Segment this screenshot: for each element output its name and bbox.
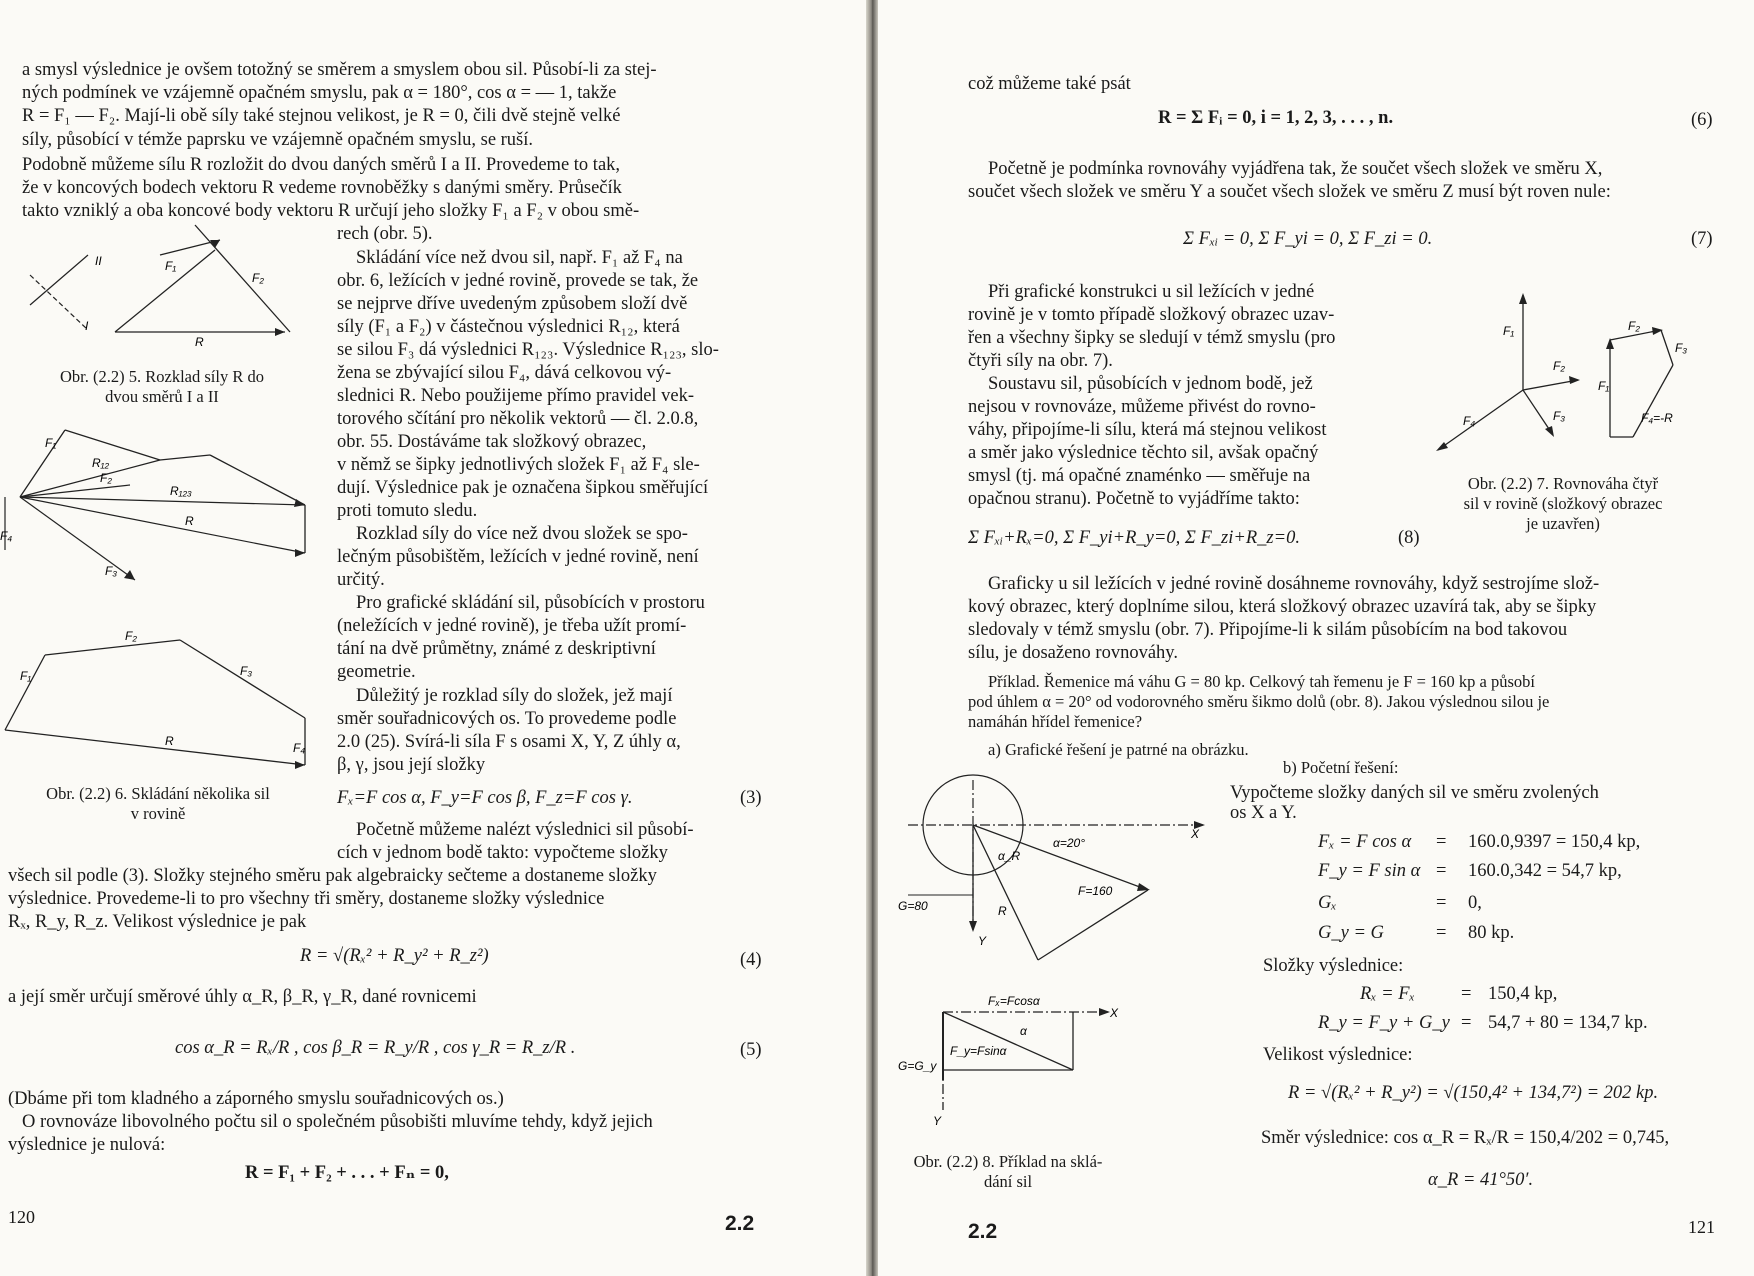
para-line: a smysl výslednice je ovšem totožný se směrem a smyslem obou sil. Působí-li za stej- — [22, 60, 657, 80]
col-line: 2.0 (25). Svírá-li síla F s osami X, Y, Z úhly α, — [337, 732, 681, 752]
calc-eq: = — [1436, 861, 1447, 881]
figure-5 — [20, 220, 320, 370]
para-line: Početně je podmínka rovnováhy vyjádřena tak, že součet všech složek ve směru X, — [988, 159, 1603, 179]
fig6-label-R123: R₁₂₃ — [170, 484, 192, 498]
section-mark-right: 2.2 — [968, 1220, 998, 1243]
col-line: a směr jako výslednice těchto sil, avšak opačný — [968, 443, 1319, 463]
para-line: Podobně můžeme sílu R rozložit do dvou daných směrů I a II. Provedeme to tak, — [22, 155, 621, 175]
equation-6-number: (6) — [1691, 110, 1713, 130]
figure-6 — [0, 425, 310, 585]
para-line: R = F₁ — F₂. Mají-li obě síly také stejnou velikost, je R = 0, čili dvě stejně velké — [22, 106, 621, 126]
fig7-label-F2: F₂ — [1553, 359, 1565, 373]
col-line: lečným působištěm, ležících v jedné rovině, není — [337, 547, 699, 567]
equation-3-number: (3) — [740, 788, 762, 808]
col-line: obr. 6, ležících v jedné rovině, provede se tak, že — [337, 271, 699, 291]
fig8b-label-X: X — [1110, 1006, 1119, 1020]
figure-6b — [0, 630, 310, 770]
equation-8: Σ Fₓᵢ+Rₓ=0, Σ F_yi+R_y=0, Σ F_zi+R_z=0. — [968, 528, 1300, 548]
fig8-label-R: R — [998, 904, 1007, 918]
example-line: namáhán hřídel řemenice? — [968, 712, 1143, 731]
solution-text: os X a Y. — [1230, 803, 1297, 823]
comp-lhs: R_y = F_y + G_y — [1318, 1013, 1450, 1033]
para-line: Graficky u sil ležících v jedné rovině dosáhneme rovnováhy, když sestrojíme slož- — [988, 574, 1600, 594]
equation-6: R = Σ Fᵢ = 0, i = 1, 2, 3, . . . , n. — [1158, 108, 1394, 128]
fig8b-label-Gy: G=G_y — [898, 1059, 937, 1073]
fig6b-label-F2: F₂ — [125, 629, 137, 643]
col-line: Důležitý je rozklad síly do složek, jež mají — [356, 686, 673, 706]
fig5-label-F2: F₂ — [252, 271, 264, 285]
para-line: takto vzniklý a oba koncové body vektoru R určují jeho složky F₁ a F₂ v obou smě- — [22, 201, 640, 221]
calc-rhs: 160.0,9397 = 150,4 kp, — [1468, 832, 1641, 852]
col-line: dují. Výslednice pak je označena šipkou směřující — [337, 478, 709, 498]
magnitude-label: Velikost výslednice: — [1263, 1045, 1413, 1065]
col-line: smysl (tj. má opačné znaménko — směřuje na — [968, 466, 1311, 486]
fig5-label-II: II — [95, 254, 102, 268]
section-mark-left: 2.2 — [725, 1212, 755, 1235]
col-line: torového sčítání pro několik vektorů — čl. 2.0.8, — [337, 409, 699, 429]
fig7b-label-F4R: F₄=-R — [1641, 411, 1673, 425]
fig8b-label-Fysin: F_y=Fsinα — [950, 1044, 1007, 1058]
fig7-label-F1: F₁ — [1503, 324, 1515, 338]
equation-3: Fₓ=F cos α, F_y=F cos β, F_z=F cos γ. — [337, 788, 633, 808]
col-line: Pro grafické skládání sil, působících v prostoru — [356, 593, 705, 613]
left-page — [0, 0, 866, 1276]
para-line: součet všech složek ve směru Y a součet všech složek ve směru Z musí být roven nule: — [968, 182, 1611, 202]
col-line: nejsou v rovnováze, můžeme přivést do rovno- — [968, 397, 1316, 417]
fig5-label-R: R — [195, 335, 204, 349]
caption-line: dvou směrů I a II — [105, 387, 219, 406]
caption-fig5 — [12, 367, 312, 407]
caption-line: Obr. (2.2) 7. Rovnováha čtyř — [1467, 474, 1659, 493]
para-line: což můžeme také psát — [968, 74, 1131, 94]
comp-eq: = — [1461, 984, 1472, 1004]
col-line: (neležících v jedné rovině), je třeba užít promí- — [337, 616, 687, 636]
fig7-label-F3: F₃ — [1553, 409, 1566, 423]
para-line: výslednice. Provedeme-li to pro všechny tři směry, dostaneme složky výslednice — [8, 889, 605, 909]
comp-lhs: Rₓ = Fₓ — [1360, 984, 1415, 1004]
col-line: žena se zbývající silou F₄, dává celkovou vý- — [337, 363, 672, 383]
col-line: Soustavu sil, působících v jednom bodě, jež — [988, 374, 1313, 394]
col-line: se nejprve dříve uvedeným způsobem složí dvě — [337, 294, 688, 314]
components-label: Složky výslednice: — [1263, 956, 1404, 976]
caption-line: sil v rovině (složkový obrazec — [1463, 494, 1663, 513]
col-line: rovině je v tomto případě složkový obrazec uzav- — [968, 305, 1335, 325]
col-line: Skládání více než dvou sil, např. F₁ až F₄ na — [356, 248, 683, 268]
para-line: sílu, je dosaženo rovnováhy. — [968, 643, 1178, 663]
equation-sum: R = F₁ + F₂ + . . . + Fₙ = 0, — [245, 1163, 449, 1183]
right-page — [878, 0, 1754, 1276]
comp-eq: = — [1461, 1013, 1472, 1033]
fig6b-label-F1: F₁ — [20, 669, 32, 683]
caption-line: dání sil — [983, 1172, 1033, 1191]
col-line: se silou F₃ dá výslednici R₁₂₃. Výslednice R₁₂₃, slo- — [337, 340, 719, 360]
para-line: Rₓ, R_y, R_z. Velikost výslednice je pak — [8, 912, 307, 932]
figure-8 — [898, 780, 1200, 1128]
equation-5: cos α_R = Rₓ/R , cos β_R = R_y/R , cos γ_R = R_z/R . — [175, 1038, 576, 1058]
angle-equation: α_R = 41°50′. — [1428, 1170, 1534, 1190]
col-line: určitý. — [337, 570, 385, 590]
fig8-label-Y: Y — [978, 934, 987, 948]
col-line: tání na dvě průmětny, známé z deskriptivní — [337, 639, 656, 659]
equation-5-number: (5) — [740, 1040, 762, 1060]
caption-line: Obr. (2.2) 8. Příklad na sklá- — [913, 1152, 1103, 1171]
equation-8-number: (8) — [1398, 528, 1420, 548]
book-gutter — [866, 0, 878, 1276]
equation-4: R = √(Rₓ² + R_y² + R_z²) — [300, 946, 489, 966]
calc-eq: = — [1436, 923, 1447, 943]
example-line: Příklad. Řemenice má váhu G = 80 kp. Celkový tah řemenu je F = 160 kp a působí — [988, 672, 1535, 691]
col-line: řen a všechny šipky se sledují v témž smyslu (pro — [968, 328, 1336, 348]
calc-rhs: 160.0,342 = 54,7 kp, — [1468, 861, 1622, 881]
calc-lhs: Fₓ = F cos α — [1318, 832, 1412, 852]
para-line: výslednice je nulová: — [8, 1135, 166, 1155]
fig5-label-F1: F₁ — [165, 259, 177, 273]
calc-eq: = — [1436, 893, 1447, 913]
fig6-label-F3: F₃ — [105, 564, 118, 578]
calc-rhs: 0, — [1468, 893, 1482, 913]
calc-eq: = — [1436, 832, 1447, 852]
solution-a: a) Grafické řešení je patrné na obrázku. — [988, 740, 1249, 759]
para-line: ných podmínek ve vzájemně opačném smyslu, pak α = 180°, cos α = — 1, takže — [22, 83, 617, 103]
para-line: že v koncových bodech vektoru R vedeme rovnoběžky s danými směry. Průsečík — [22, 178, 622, 198]
caption-fig7 — [1413, 474, 1713, 534]
para-line: O rovnováze libovolného počtu sil o společném působišti mluvíme tehdy, když jejich — [22, 1112, 653, 1132]
para-line: všech sil podle (3). Složky stejného směru pak algebraicky sečteme a dostaneme složky — [8, 866, 657, 886]
fig8b-label-Y: Y — [933, 1114, 942, 1128]
col-line: proti tomuto sledu. — [337, 501, 478, 521]
fig7b-label-F1: F₁ — [1598, 379, 1610, 393]
col-line: opačnou stranu). Početně to vyjádříme takto: — [968, 489, 1300, 509]
fig6b-label-R: R — [165, 734, 174, 748]
para-line: kový obrazec, který doplníme silou, která složkový obrazec uzavírá tak, aby se šipky — [968, 597, 1597, 617]
magnitude-equation: R = √(Rₓ² + R_y²) = √(150,4² + 134,7²) = 202 kp. — [1288, 1083, 1659, 1103]
col-line: směr souřadnicových os. To provedeme podle — [337, 709, 677, 729]
para-line: sledovaly v témž smyslu (obr. 7). Připojíme-li k silám působícím na bod takovou — [968, 620, 1568, 640]
fig8-label-alphaR: α_R — [998, 849, 1021, 863]
fig6b-label-F4: F₄ — [293, 741, 306, 755]
comp-rhs: 54,7 + 80 = 134,7 kp. — [1488, 1013, 1648, 1033]
solution-b: b) Početní řešení: — [1283, 758, 1399, 777]
equation-7: Σ Fₓᵢ = 0, Σ F_yi = 0, Σ F_zi = 0. — [1183, 229, 1433, 249]
caption-line: Obr. (2.2) 6. Skládání několika sil — [46, 784, 270, 803]
example-line: pod úhlem α = 20° od vodorovného směru šikmo dolů (obr. 8). Jakou výslednou silou je — [968, 692, 1550, 711]
fig8-label-G80: G=80 — [898, 899, 928, 913]
calc-rhs: 80 kp. — [1468, 923, 1515, 943]
calc-lhs: Gₓ — [1318, 893, 1337, 913]
para-line: síly, působící v témže paprsku ve vzájemně opačném smyslu, se ruší. — [22, 130, 534, 150]
fig6-label-R: R — [185, 514, 194, 528]
col-line: v němž se šipky jednotlivých složek F₁ až F₄ sle- — [337, 455, 700, 475]
comp-rhs: 150,4 kp, — [1488, 984, 1558, 1004]
fig8b-label-Fxcos: Fₓ=Fcosα — [988, 994, 1040, 1008]
fig6-label-R12: R₁₂ — [92, 456, 110, 470]
col-line: Početně můžeme nalézt výslednici sil působí- — [356, 820, 694, 840]
caption-line: v rovině — [130, 804, 186, 823]
fig5-label-I: I — [85, 319, 89, 333]
fig6-label-F1: F₁ — [45, 436, 57, 450]
col-line: obr. 55. Dostáváme tak složkový obrazec, — [337, 432, 647, 452]
col-line: Při grafické konstrukci u sil ležících v jedné — [988, 282, 1315, 302]
col-line: cích v jednom bodě takto: vypočteme složky — [337, 843, 668, 863]
solution-text: Vypočteme složky daných sil ve směru zvolených — [1230, 783, 1599, 803]
col-line: geometrie. — [337, 662, 416, 682]
para-line: (Dbáme při tom kladného a záporného smyslu souřadnicových os.) — [8, 1089, 504, 1109]
caption-line: je uzavřen) — [1526, 514, 1600, 533]
caption-fig6 — [8, 784, 308, 824]
fig8-label-alpha20: α=20° — [1053, 836, 1085, 850]
page-number-right: 121 — [1688, 1217, 1715, 1237]
col-line: čtyři síly na obr. 7). — [968, 351, 1113, 371]
fig7b-label-F3: F₃ — [1675, 341, 1688, 355]
fig7-label-F4: F₄ — [1463, 414, 1476, 428]
caption-line: Obr. (2.2) 5. Rozklad síly R do — [60, 367, 264, 386]
col-line: Rozklad síly do více než dvou složek se spo- — [356, 524, 688, 544]
col-line: síly (F₁ a F₂) v částečnou výslednici R₁₂, která — [337, 317, 680, 337]
fig6-label-F2: F₂ — [100, 471, 112, 485]
fig7b-label-F2: F₂ — [1628, 319, 1640, 333]
para-line: a její směr určují směrové úhly α_R, β_R, γ_R, dané rovnicemi — [8, 987, 477, 1007]
para-line: rech (obr. 5). — [337, 224, 433, 244]
col-line: slednici R. Nebo použijeme přímo pravidel vek- — [337, 386, 695, 406]
fig6b-label-F3: F₃ — [240, 664, 253, 678]
col-line: β, γ, jsou její složky — [337, 755, 486, 775]
equation-7-number: (7) — [1691, 229, 1713, 249]
fig8b-label-alpha: α — [1020, 1024, 1027, 1038]
page-number-left: 120 — [8, 1207, 35, 1227]
fig8-label-X: X — [1191, 827, 1200, 841]
figure-7 — [1423, 290, 1723, 470]
fig6-label-F4: F₄ — [0, 529, 13, 543]
col-line: váhy, připojíme-li sílu, která má stejnou velikost — [968, 420, 1327, 440]
fig8-label-F160: F=160 — [1078, 884, 1113, 898]
equation-4-number: (4) — [740, 950, 762, 970]
caption-fig8 — [878, 1152, 1158, 1192]
calc-lhs: G_y = G — [1318, 923, 1384, 943]
direction-equation: Směr výslednice: cos α_R = Rₓ/R = 150,4/202 = 0,745, — [1261, 1128, 1670, 1148]
calc-lhs: F_y = F sin α — [1318, 861, 1421, 881]
